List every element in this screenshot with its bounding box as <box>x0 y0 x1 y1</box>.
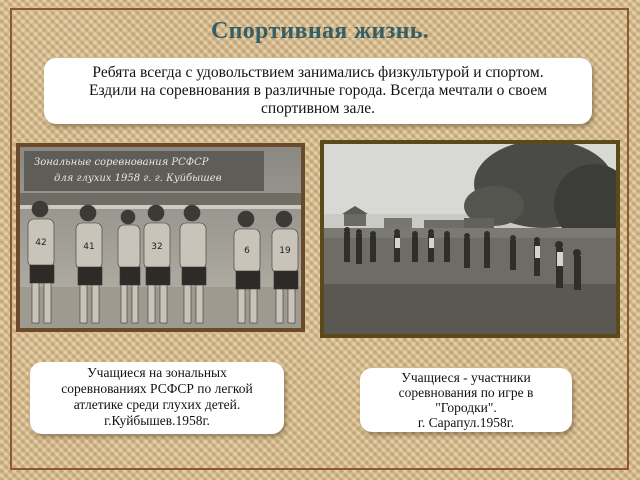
gorodki-photo <box>320 140 620 338</box>
intro-line: Ребята всегда с удовольствием занимались физкультурой и спортом. <box>92 64 544 81</box>
caption-right <box>360 368 572 432</box>
athletes-photo-image <box>20 147 301 328</box>
bib-number: 42 <box>35 238 47 248</box>
caption-right-line: Учащиеся - участники <box>401 370 531 385</box>
bib-number: 32 <box>151 242 163 252</box>
caption-left-line: атлетике среди глухих детей. <box>73 397 241 412</box>
bib-number: 6 <box>244 246 250 256</box>
caption-left-line: г.Куйбышев.1958г. <box>104 413 210 428</box>
intro-textbox <box>44 58 592 124</box>
caption-right-line: "Городки". <box>435 400 497 415</box>
athletes-photo <box>16 143 305 332</box>
banner-line-1: Зональные соревнования РСФСР <box>34 157 209 168</box>
intro-line: Ездили на соревнования в различные города. Всегда мечтали о своем <box>88 82 548 99</box>
caption-right-line: г. Сарапул.1958г. <box>417 415 515 430</box>
bib-number: 41 <box>83 242 95 252</box>
intro-line: спортивном зале. <box>261 100 375 117</box>
caption-left-line: Учащиеся на зональных <box>87 365 227 380</box>
caption-left <box>30 362 284 434</box>
caption-left-line: соревнованиях РСФСР по легкой <box>61 381 253 396</box>
caption-right-line: соревнования по игре в <box>398 385 534 400</box>
bib-number: 19 <box>279 246 291 256</box>
page-title: Спортивная жизнь. <box>210 18 430 44</box>
gorodki-photo-image <box>324 144 616 334</box>
banner-line-2: для глухих 1958 г. г. Куйбышев <box>54 173 222 184</box>
